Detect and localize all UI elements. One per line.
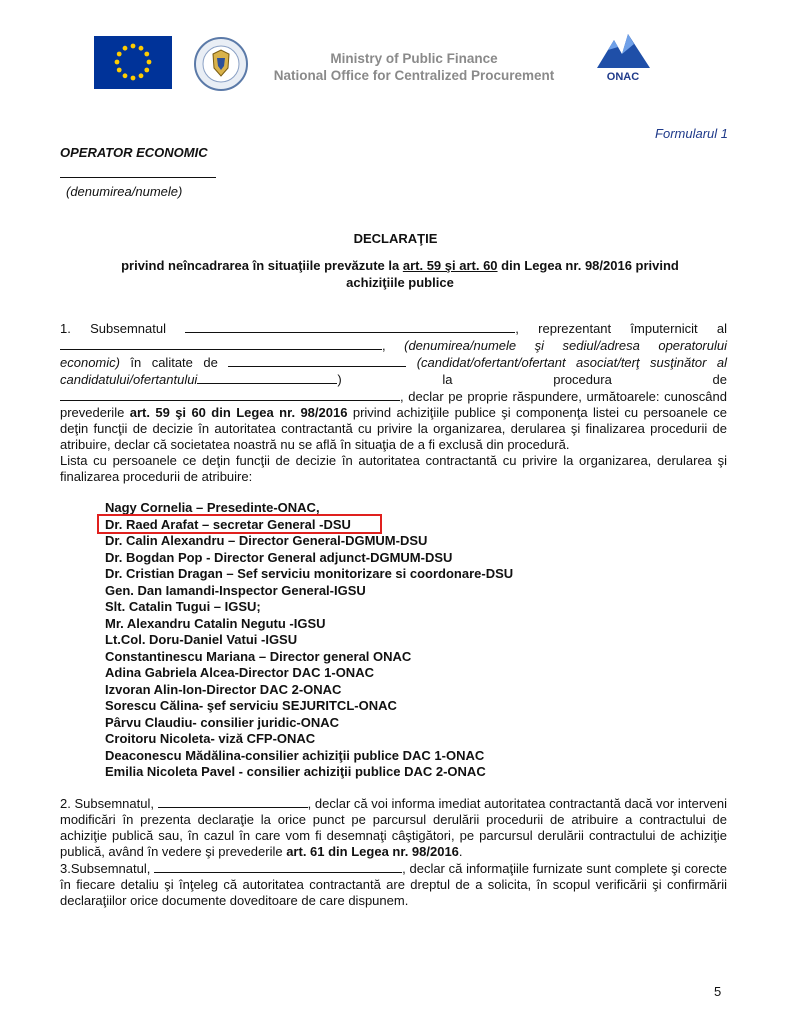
- form-label: Formularul 1: [655, 126, 728, 141]
- operator-label: OPERATOR ECONOMIC: [60, 145, 208, 160]
- persons-list-intro: Lista cu persoanele ce deţin funcţii de decizie în autoritatea contractantă cu privire la organizarea, derularea şi finalizarea procedurii de atribuire:: [60, 453, 727, 484]
- list-item: Dr. Bogdan Pop - Director General adjunct-DGMUM-DSU: [105, 549, 453, 565]
- p1-text: 1. Subsemnatul: [60, 321, 186, 336]
- list-item: Emilia Nicoleta Pavel - consilier achiziţii publice DAC 2-ONAC: [105, 764, 486, 779]
- subsemnatul-3-blank[interactable]: [154, 860, 402, 873]
- p1-text: , declar pe proprie răspundere, următoarele: cunoscând prevederile: [60, 389, 727, 420]
- eu-stars: [94, 36, 172, 89]
- onac-logo-text: ONAC: [606, 71, 640, 83]
- p1-italic-note: (denumirea/numele şi sediul/adresa operatorului economic): [60, 338, 727, 370]
- list-item: Croitoru Nicoleta- viză CFP-ONAC: [105, 731, 316, 746]
- list-item: Pârvu Claudiu- consilier juridic-ONAC: [105, 714, 340, 730]
- list-item: Slt. Catalin Tugui – IGSU;: [105, 599, 261, 614]
- subsemnatul-2-blank[interactable]: [158, 795, 308, 808]
- list-item: Sorescu Călina- şef serviciu SEJURITCL-ONAC: [105, 698, 397, 713]
- p1-text: ) la procedura de: [337, 372, 727, 387]
- p1-text: în calitate de: [119, 355, 229, 370]
- p2-text: , declar că voi informa imediat autoritatea contractantă dacă vor interveni modificări în prezenta declaraţie la orice punct pe parcursul derulării procedurii de atribuire a contractului de achiziţie publică sau, în cazul în care vom fi desemnaţi câştigători, pe parcursul derulării contractului de achiziţie publică, având în vedere şi prevederile: [60, 796, 728, 859]
- list-item: Dr. Calin Alexandru – Director General-DGMUM-DSU: [105, 533, 428, 548]
- list-item: Lt.Col. Doru-Daniel Vatui -IGSU: [105, 632, 298, 647]
- list-item: Adina Gabriela Alcea-Director DAC 1-ONAC: [105, 665, 374, 680]
- subtitle-part2: din Legea nr. 98/2016 privind achiziţiile publice: [346, 258, 679, 290]
- persons-list: [105, 500, 605, 781]
- ministry-name: Ministry of Public Finance: [330, 51, 498, 66]
- procedure-blank[interactable]: [60, 388, 400, 401]
- p2-law-ref: art. 61 din Legea nr. 98/2016: [286, 844, 459, 859]
- eu-flag-icon: [94, 36, 172, 89]
- ministry-heading: [264, 50, 564, 84]
- p1-text: ,: [382, 338, 405, 353]
- p1-law-ref: art. 59 şi 60 din Legea nr. 98/2016: [129, 405, 348, 420]
- candidate-blank[interactable]: [197, 371, 337, 384]
- p1-italic-note: (candidat/ofertant/ofertant asociat/terţ susţinător al candidatului/ofertantului: [60, 355, 727, 387]
- denumirea-label: (denumirea/numele): [66, 184, 183, 199]
- subtitle-part1: privind neîncadrarea în situaţiile prevăzute la: [121, 258, 403, 273]
- p1-text: , reprezentant împuternicit al: [515, 321, 727, 336]
- list-item: Nagy Cornelia – Presedinte-ONAC,: [105, 500, 320, 515]
- list-item: Dr. Raed Arafat – secretar General -DSU: [105, 516, 351, 532]
- operator-blank[interactable]: [60, 337, 382, 350]
- operator-name-blank[interactable]: [60, 177, 216, 178]
- list-item: Izvoran Alin-Ion-Director DAC 2-ONAC: [105, 681, 342, 697]
- document-subtitle: [100, 257, 700, 291]
- office-name: National Office for Centralized Procurement: [273, 68, 555, 83]
- p2-text: .: [458, 844, 463, 859]
- list-item: Mr. Alexandru Catalin Negutu -IGSU: [105, 615, 326, 631]
- highlight-box: [97, 514, 382, 534]
- p1-text: [406, 355, 416, 370]
- page-number: 5: [714, 984, 722, 999]
- p3-text: 3.Subsemnatul,: [60, 861, 155, 876]
- subtitle-art-ref: art. 59 şi art. 60: [402, 258, 498, 273]
- capacity-blank[interactable]: [228, 354, 406, 367]
- p3-text: , declar că informaţiile furnizate sunt complete şi corecte în fiecare detaliu şi înţeleg că autoritatea contractantă are dreptul de a solicita, în scopul verificării şi confirmării declaraţiilor orice documente doveditoare de care dispunem.: [60, 861, 728, 908]
- list-item: Dr. Cristian Dragan – Sef serviciu monitorizare si coordonare-DSU: [105, 566, 514, 581]
- p2-text: 2. Subsemnatul,: [60, 796, 158, 811]
- list-item: Constantinescu Mariana – Director general ONAC: [105, 648, 412, 664]
- paragraph-1: [60, 320, 727, 485]
- document-title: DECLARAŢIE: [353, 231, 438, 246]
- list-item: Gen. Dan Iamandi-Inspector General-IGSU: [105, 582, 366, 598]
- romania-ministry-seal-icon: [193, 36, 249, 92]
- list-item: Deaconescu Mădălina-consilier achiziţii publice DAC 1-ONAC: [105, 747, 485, 763]
- onac-logo-icon: [592, 28, 654, 84]
- p1-text: privind achiziţiile publice şi componenţa listei cu persoanele ce deţin funcţii de decizie în autoritatea contractantă cu privire la organizarea, derularea şi finalizarea procedurii de atribuire, declar că societatea noastră nu se află în situaţia de a fi exclusă din procedură.: [60, 405, 727, 452]
- subsemnatul-blank[interactable]: [185, 320, 515, 333]
- paragraph-2: [60, 795, 727, 909]
